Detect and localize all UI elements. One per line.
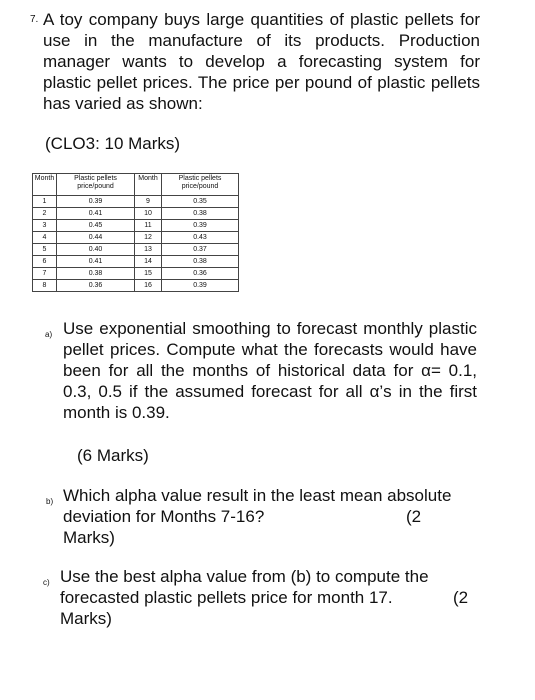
table-row <box>33 208 239 220</box>
question-number: 7. <box>30 14 39 25</box>
cell: 15 <box>135 268 162 280</box>
part-c-line2: forecasted plastic pellets price for month 17. <box>60 588 393 607</box>
price-table <box>32 173 239 292</box>
question-block <box>30 9 480 114</box>
cell: 4 <box>33 232 57 244</box>
cell: 10 <box>135 208 162 220</box>
cell: 3 <box>33 220 57 232</box>
cell: 14 <box>135 256 162 268</box>
part-c <box>43 566 483 629</box>
part-b-marks-close: Marks) <box>63 528 115 547</box>
cell: 0.35 <box>162 196 239 208</box>
cell: 8 <box>33 280 57 292</box>
cell: 0.40 <box>57 244 135 256</box>
part-a-label: a) <box>45 330 53 339</box>
cell: 0.41 <box>57 256 135 268</box>
cell: 12 <box>135 232 162 244</box>
cell: 0.45 <box>57 220 135 232</box>
part-a <box>45 318 477 423</box>
cell: 2 <box>33 208 57 220</box>
cell: 0.37 <box>162 244 239 256</box>
cell: 0.39 <box>162 220 239 232</box>
part-c-marks-open: (2 <box>453 588 469 607</box>
question-text: A toy company buys large quantities of plastic pellets for use in the manufacture of its products. Production manager wants to develop a forecasting system for plastic pellet prices. The price per pound of plastic pellets has varied as shown: <box>43 10 480 113</box>
cell: 0.44 <box>57 232 135 244</box>
part-b-marks-open: (2 <box>406 507 422 526</box>
table-row <box>33 280 239 292</box>
header-month-2: Month <box>135 174 162 196</box>
cell: 16 <box>135 280 162 292</box>
cell: 1 <box>33 196 57 208</box>
cell: 0.36 <box>162 268 239 280</box>
cell: 0.43 <box>162 232 239 244</box>
clo-marks: (CLO3: 10 Marks) <box>45 134 181 153</box>
part-b-line1: Which alpha value result in the least mean absolute <box>63 486 452 505</box>
cell: 0.38 <box>162 208 239 220</box>
cell: 9 <box>135 196 162 208</box>
table-row <box>33 220 239 232</box>
table-row <box>33 256 239 268</box>
table-row <box>33 268 239 280</box>
cell: 7 <box>33 268 57 280</box>
part-b-label: b) <box>46 497 54 506</box>
header-month-1: Month <box>33 174 57 196</box>
cell: 0.36 <box>57 280 135 292</box>
cell: 0.38 <box>162 256 239 268</box>
part-c-line1: Use the best alpha value from (b) to compute the <box>60 567 429 586</box>
cell: 6 <box>33 256 57 268</box>
part-b-line2: deviation for Months 7-16? <box>63 507 265 526</box>
cell: 0.38 <box>57 268 135 280</box>
part-a-marks: (6 Marks) <box>77 446 149 465</box>
part-c-label: c) <box>43 578 50 587</box>
cell: 0.41 <box>57 208 135 220</box>
table-row <box>33 244 239 256</box>
part-a-text: Use exponential smoothing to forecast monthly plastic pellet prices. Compute what the forecasts would have been for all the months of historical data for α= 0.1, 0.3, 0.5 if the assumed forecast for all α’s in the first month is 0.39. <box>63 319 477 422</box>
table-row <box>33 196 239 208</box>
cell: 0.39 <box>162 280 239 292</box>
cell: 13 <box>135 244 162 256</box>
table-header-row <box>33 174 239 196</box>
cell: 0.39 <box>57 196 135 208</box>
cell: 11 <box>135 220 162 232</box>
header-price-1: Plastic pellets price/pound <box>57 174 135 196</box>
table-row <box>33 232 239 244</box>
part-c-marks-close: Marks) <box>60 609 112 628</box>
header-price-2: Plastic pellets price/pound <box>162 174 239 196</box>
cell: 5 <box>33 244 57 256</box>
part-b <box>46 485 466 548</box>
